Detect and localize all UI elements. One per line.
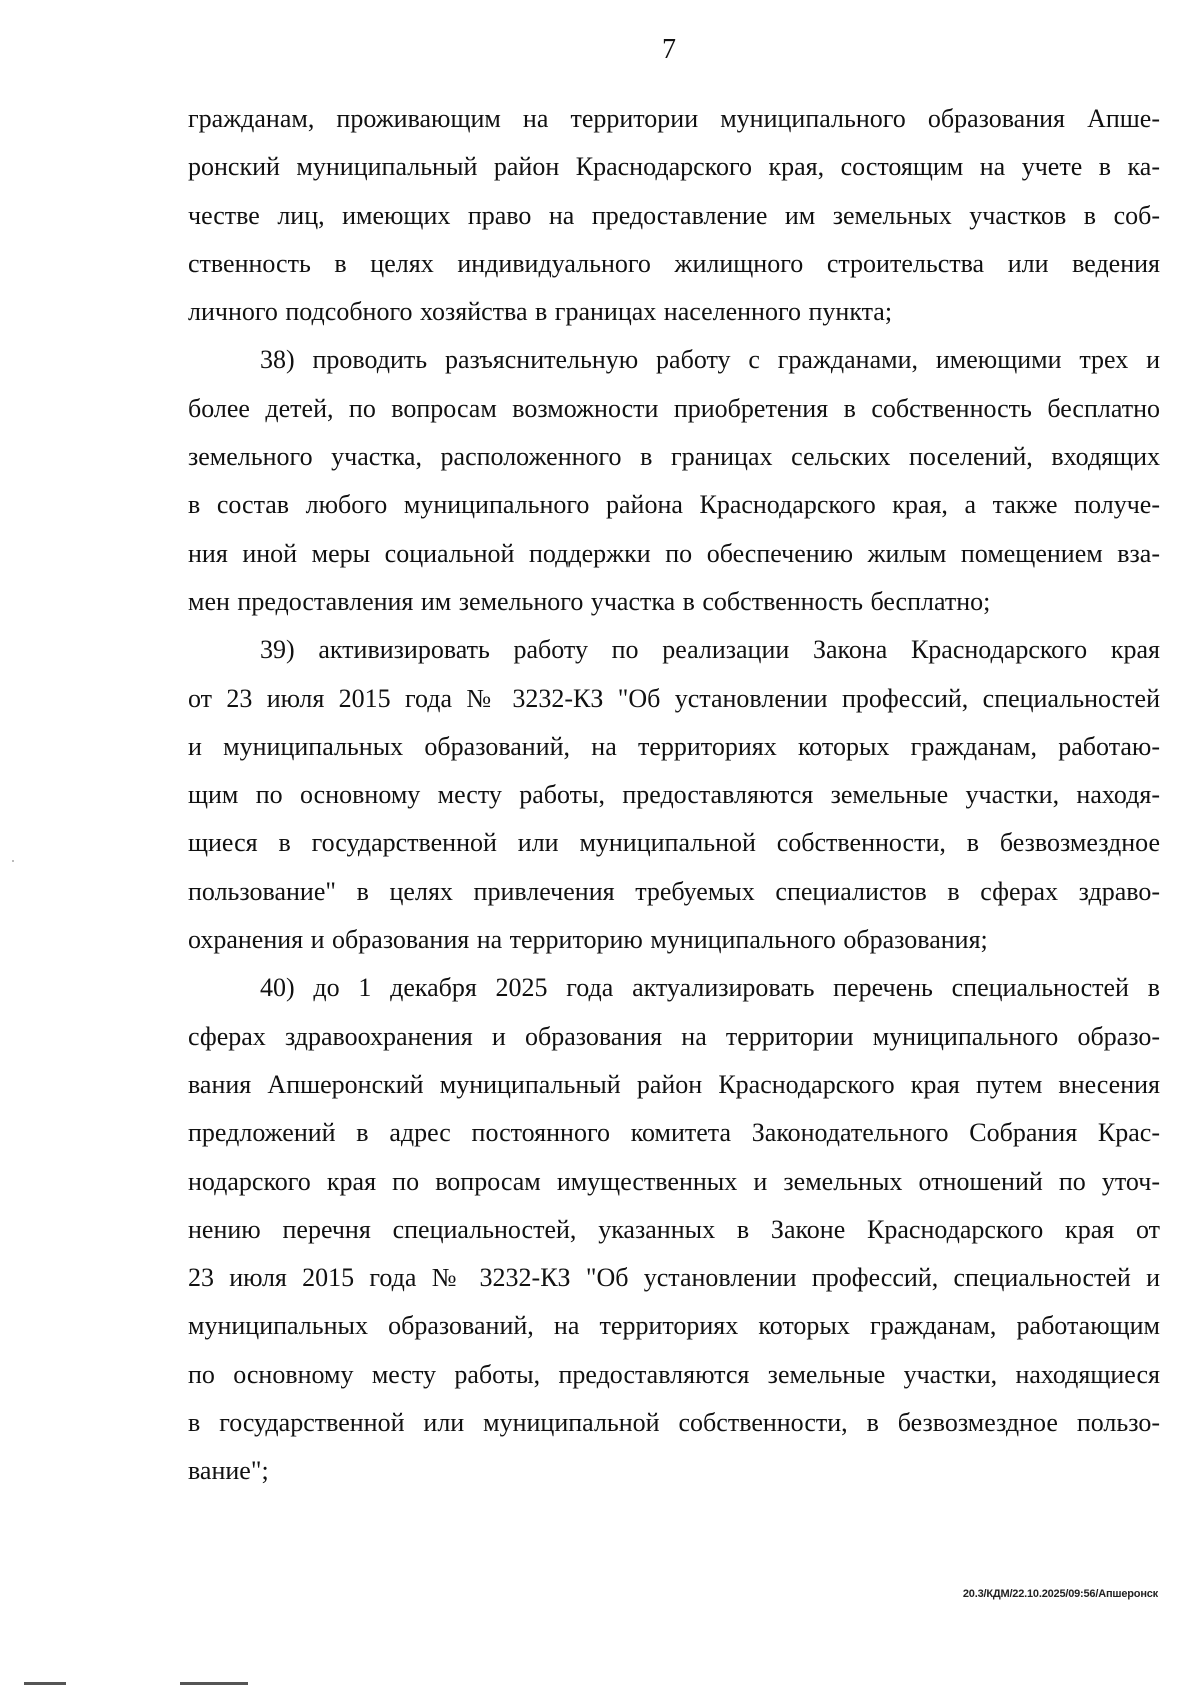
text-line: более детей, по вопросам возможности приобретения в собственность бесплатно xyxy=(188,393,1160,423)
scan-artifact xyxy=(180,1682,248,1685)
text-line: ственность в целях индивидуального жилищного строительства или ведения xyxy=(188,248,1160,278)
text-line: 40) до 1 декабря 2025 года актуализировать перечень специальностей в xyxy=(260,973,1160,1003)
text-line: ния иной меры социальной поддержки по обеспечению жилым помещением вза- xyxy=(188,538,1160,568)
page-number: 7 xyxy=(662,34,676,65)
paragraph-item-39 xyxy=(188,626,1160,964)
text-line: муниципальных образований, на территориях которых гражданам, работающим xyxy=(188,1311,1160,1341)
text-line: гражданам, проживающим на территории муниципального образования Апше- xyxy=(188,104,1160,133)
text-line: 38) проводить разъяснительную работу с гражданами, имеющими трех и xyxy=(260,345,1160,375)
text-line: в государственной или муниципальной собственности, в безвозмездное пользо- xyxy=(188,1408,1160,1438)
document-registration-code: 20.3/КДМ/22.10.2025/09:56/Апшеронск xyxy=(962,1588,1158,1600)
text-line: нодарского края по вопросам имущественных и земельных отношений по уточ- xyxy=(188,1166,1160,1196)
text-line: сферах здравоохранения и образования на территории муниципального образо- xyxy=(188,1021,1160,1051)
text-line: мен предоставления им земельного участка в собственность бесплатно; xyxy=(188,586,991,616)
text-line: вания Апшеронский муниципальный район Краснодарского края путем внесения xyxy=(188,1069,1160,1099)
text-line: предложений в адрес постоянного комитета Законодательного Собрания Крас- xyxy=(188,1118,1160,1148)
text-line: вание"; xyxy=(188,1456,269,1486)
text-line: щиеся в государственной или муниципальной собственности, в безвозмездное xyxy=(188,828,1160,858)
text-line: в состав любого муниципального района Краснодарского края, а также получе- xyxy=(188,490,1160,520)
scan-artifact xyxy=(24,1682,66,1685)
text-line: личного подсобного хозяйства в границах населенного пункта; xyxy=(188,297,893,327)
text-line: щим по основному месту работы, предоставляются земельные участки, находя- xyxy=(188,780,1160,810)
text-line: 23 июля 2015 года № 3232-КЗ "Об установлении профессий, специальностей и xyxy=(188,1263,1160,1293)
paragraph-continuation xyxy=(188,95,1160,336)
paragraph-item-38 xyxy=(188,336,1160,626)
text-line: ронский муниципальный район Краснодарского края, состоящим на учете в ка- xyxy=(188,152,1160,182)
text-line: 39) активизировать работу по реализации Закона Краснодарского края xyxy=(260,635,1160,665)
text-line: пользование" в целях привлечения требуемых специалистов в сферах здраво- xyxy=(188,876,1160,906)
paragraph-item-40 xyxy=(188,964,1160,1495)
text-line: по основному месту работы, предоставляются земельные участки, находящиеся xyxy=(188,1359,1160,1389)
text-line: и муниципальных образований, на территориях которых гражданам, работаю- xyxy=(188,731,1160,761)
text-line: от 23 июля 2015 года № 3232-КЗ "Об установлении профессий, специальностей xyxy=(188,683,1160,713)
text-line: честве лиц, имеющих право на предоставление им земельных участков в соб- xyxy=(188,200,1160,230)
document-body xyxy=(188,95,1160,1496)
text-line: нению перечня специальностей, указанных в Законе Краснодарского края от xyxy=(188,1214,1160,1244)
text-line: охранения и образования на территорию муниципального образования; xyxy=(188,925,988,955)
text-line: земельного участка, расположенного в границах сельских поселений, входящих xyxy=(188,442,1160,472)
scan-artifact xyxy=(12,860,14,862)
